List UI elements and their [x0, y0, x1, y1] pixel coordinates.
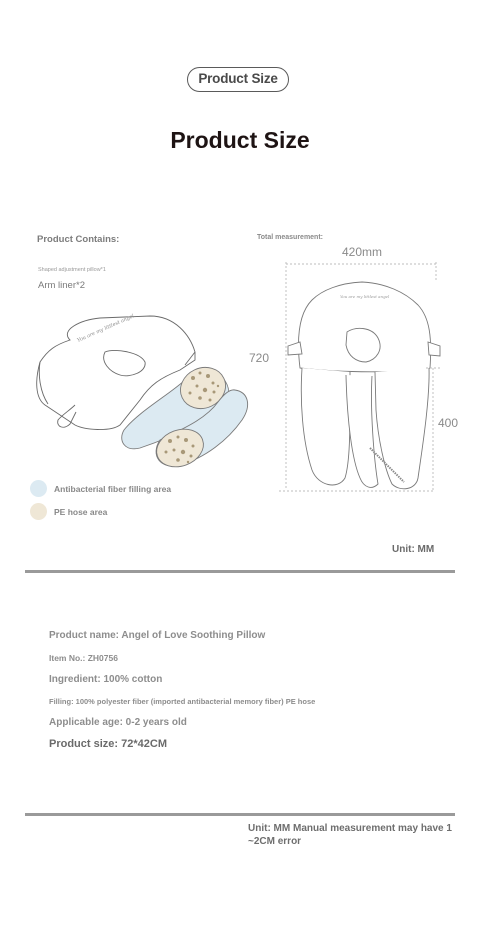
product-size: Product size: 72*42CM [49, 738, 167, 750]
arm-liner-label: Arm liner*2 [38, 280, 85, 291]
legend-label-antibacterial: Antibacterial fiber filling area [54, 484, 172, 494]
unit-label: Unit: MM [392, 544, 435, 555]
legend-label-pe-hose: PE hose area [54, 507, 108, 517]
ingredient: Ingredient: 100% cotton [49, 674, 163, 685]
shaped-pillow-label: Shaped adjustment pillow*1 [38, 267, 106, 273]
pillow-flat-outline [288, 282, 440, 489]
measurement-note-line-2: ~2CM error [248, 836, 302, 847]
item-number: Item No.: ZH0756 [49, 653, 118, 663]
section-divider-top [25, 570, 455, 573]
filling: Filling: 100% polyester fiber (imported antibacterial memory fiber) PE hose [49, 697, 316, 706]
legend-swatch-antibacterial [30, 480, 47, 497]
height-dimension-label: 720 [249, 351, 270, 365]
section-divider-bottom [25, 813, 455, 816]
page-title: Product Size [170, 127, 310, 153]
leg-dimension-label: 400 [438, 416, 459, 430]
product-contains-label: Product Contains: [37, 234, 120, 245]
width-dimension-label: 420mm [342, 245, 383, 259]
pillow-3d-tag-text: You are my littlest angel [76, 313, 136, 344]
applicable-age: Applicable age: 0-2 years old [49, 717, 187, 728]
total-measurement-label: Total measurement: [257, 234, 323, 241]
pillow-flat-tag-text: You are my littlest angel [340, 294, 390, 299]
measurement-note [248, 822, 468, 848]
section-badge: Product Size [187, 67, 289, 92]
measurement-note-line-1: Unit: MM Manual measurement may have 1 [248, 823, 452, 834]
legend-swatch-pe-hose [30, 503, 47, 520]
product-name: Product name: Angel of Love Soothing Pillow [49, 630, 266, 641]
